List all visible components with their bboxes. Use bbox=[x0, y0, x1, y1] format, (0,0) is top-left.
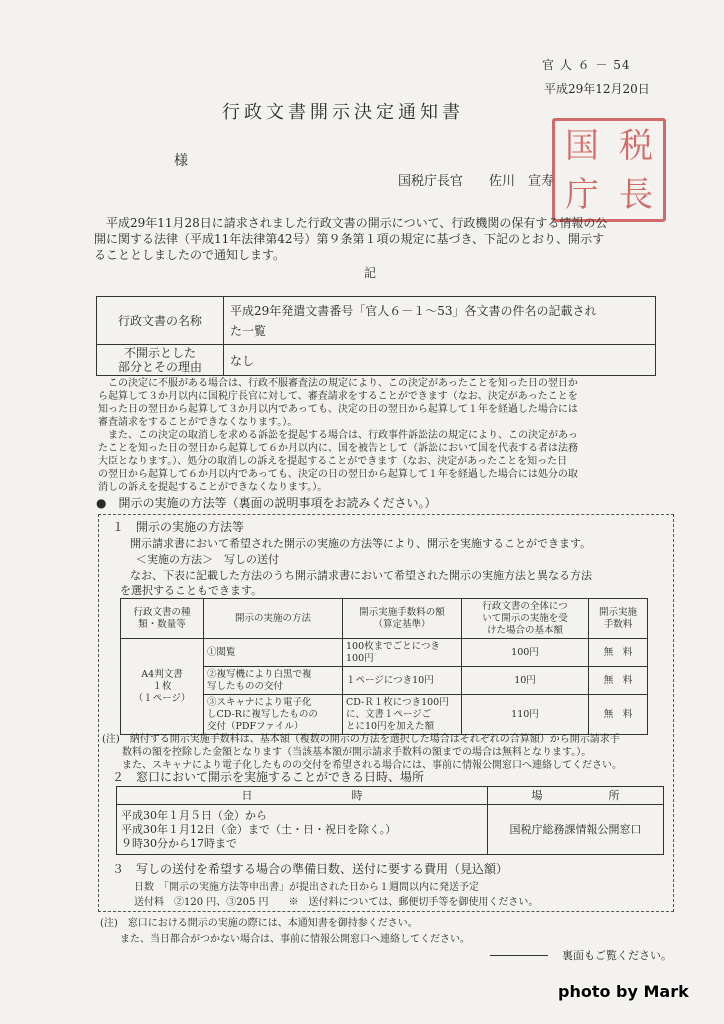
datetime-table bbox=[116, 786, 664, 855]
doc-name-line: た一覧 bbox=[230, 323, 267, 338]
appeal-line: この決定に不服がある場合は、行政不服審査法の規定により、この決定があったことを知った日の翌日か bbox=[98, 378, 578, 389]
note1-line: 数料の額を控除した金額となります（当該基本額が開示請求手数料の額までの場合は無料となります。）。 bbox=[102, 747, 592, 758]
basis-cell: １ページにつき10円 bbox=[343, 667, 462, 695]
doc-name-value bbox=[224, 297, 656, 345]
page-title: 行政文書開示決定通知書 bbox=[222, 102, 464, 123]
official-seal bbox=[552, 118, 666, 222]
ki-marker: 記 bbox=[364, 266, 377, 280]
base-cell: 110円 bbox=[462, 695, 589, 735]
fee-cell: 無 料 bbox=[589, 695, 648, 735]
seal-char: 庁 bbox=[565, 174, 599, 215]
note2-line: (注) 窓口における開示の実施の際には、本通知書を御持参ください。 bbox=[100, 918, 418, 929]
base-cell: 100円 bbox=[462, 639, 589, 667]
basis-cell: CD-Ｒ１枚につき100円 に、文書１ページご とに10円を加えた額 bbox=[343, 695, 462, 735]
base-cell: 10円 bbox=[462, 667, 589, 695]
table-row bbox=[121, 639, 648, 667]
place-value: 国税庁総務課情報公開窓口 bbox=[488, 805, 664, 855]
note1-line: (注) 納付する開示実施手数料は、基本額（複数の開示の方法を選択した場合はそれぞれの合算額）から開示請求手 bbox=[102, 734, 620, 745]
note1-line: また、スキャナにより電子化したものの交付を希望される場合には、事前に情報公開窓口へ連絡してください。 bbox=[102, 760, 622, 771]
intro-line: 開に関する法律（平成11年法律第42号）第９条第１項の規定に基づき、下記のとおり、開示す bbox=[94, 232, 605, 246]
appeal-line: 消しの訴えを提起することができなくなります。）。 bbox=[98, 482, 328, 493]
note2-line: また、当日都合がつかない場合は、事前に情報公開窓口へ連絡してください。 bbox=[100, 934, 470, 945]
section1-line: なお、下表に記載した方法のうち開示請求書において希望された開示の実施方法と異なる方法 bbox=[130, 569, 592, 582]
method-cell: ③スキャナにより電子化 しCD-Rに複写したものの 交付（PDFファイル） bbox=[204, 695, 343, 735]
document-number: 官 人 ６ － 54 bbox=[542, 58, 631, 72]
section2-title: ２ 窓口において開示を実施することができる日時、場所 bbox=[112, 770, 425, 784]
seal-char: 長 bbox=[619, 174, 653, 215]
section1-title: １ 開示の実施の方法等 bbox=[112, 520, 245, 534]
doc-kind-cell: A4判文書 １枚 （１ページ） bbox=[121, 639, 204, 735]
reason-label: 不開示とした 部分とその理由 bbox=[97, 345, 224, 376]
datetime-header: 日 時 bbox=[117, 787, 488, 805]
fee-header-fee: 開示実施 手数料 bbox=[589, 599, 648, 639]
photo-credit: photo by Mark bbox=[558, 982, 689, 1001]
see-back-note: 裏面もご覧ください。 bbox=[562, 949, 672, 962]
appeal-line: 大臣となります。）、処分の取消しの訴えを提起することができます（なお、決定があったことを知った日 bbox=[98, 456, 568, 467]
method-cell: ①閲覧 bbox=[204, 639, 343, 667]
appeal-line: ら起算して３か月以内に国税庁長官に対して、審査請求をすることができます（なお、決定があったことを bbox=[98, 391, 578, 402]
intro-line: ることとしましたので通知します。 bbox=[94, 248, 286, 262]
doc-name-line: 平成29年発遣文書番号「官人６－１～53」各文書の件名の記載され bbox=[230, 303, 597, 318]
shipping-days: 日数 「開示の実施方法等申出書」が提出された日から１週間以内に発送予定 bbox=[134, 882, 479, 893]
appeal-line: 審査請求をすることができなくなります。）。 bbox=[98, 417, 298, 428]
section1-line: 開示請求書において希望された開示の実施の方法等により、開示を実施することができます。 bbox=[130, 537, 592, 550]
issue-date: 平成29年12月20日 bbox=[544, 82, 650, 96]
appeal-line: の翌日から起算して６か月以内であっても、決定の日の翌日から起算して１年を経過した場合には処分の取 bbox=[98, 469, 578, 480]
fee-header-basis: 開示実施手数料の額 （算定基準） bbox=[343, 599, 462, 639]
fee-header-method: 開示の実施の方法 bbox=[204, 599, 343, 639]
fee-table bbox=[120, 598, 648, 735]
appeal-line: また、この決定の取消しを求める訴訟を提起する場合は、行政事件訴訟法の規定により、この決定があっ bbox=[98, 430, 578, 441]
fee-header-kind: 行政文書の種 類・数量等 bbox=[121, 599, 204, 639]
seal-char: 税 bbox=[619, 125, 653, 166]
seal-char: 国 bbox=[565, 125, 599, 166]
intro-line: 平成29年11月28日に請求されました行政文書の開示について、行政機関の保有する情報の公 bbox=[94, 216, 608, 230]
section3-title: ３ 写しの送付を希望する場合の準備日数、送付に要する費用（見込額） bbox=[112, 862, 509, 876]
section1-line: ＜実施の方法＞ 写しの送付 bbox=[136, 553, 279, 566]
fee-header-base: 行政文書の全体につ いて開示の実施を受 けた場合の基本額 bbox=[462, 599, 589, 639]
basis-cell: 100枚までごとにつき 100円 bbox=[343, 639, 462, 667]
fee-cell: 無 料 bbox=[589, 639, 648, 667]
method-cell: ②複写機により白黒で複 写したものの交付 bbox=[204, 667, 343, 695]
datetime-value: 平成30年１月５日（金）から 平成30年１月12日（金）まで（土・日・祝日を除く。） ９時30分から17時まで bbox=[117, 805, 488, 855]
summary-table bbox=[96, 296, 656, 376]
doc-name-label: 行政文書の名称 bbox=[97, 297, 224, 345]
appeal-line: たことを知った日の翌日から起算して６か月以内に、国を被告として（訴訟において国を代表する者は法務 bbox=[98, 443, 578, 454]
footer-rule bbox=[490, 955, 548, 956]
appeal-line: 知った日の翌日から起算して３か月以内であっても、決定の日の翌日から起算して１年を経過した場合には bbox=[98, 404, 578, 415]
shipping-fee: 送付料 ②120 円、③205 円 ※ 送付料については、郵便切手等を御使用ください。 bbox=[134, 897, 539, 908]
reason-value: なし bbox=[224, 345, 656, 376]
section1-line: を選択することもできます。 bbox=[120, 584, 263, 597]
fee-cell: 無 料 bbox=[589, 667, 648, 695]
place-header: 場 所 bbox=[488, 787, 664, 805]
method-heading: ● 開示の実施の方法等（裏面の説明事項をお読みください。） bbox=[96, 496, 437, 510]
sender: 国税庁長官 佐川 宣寿 bbox=[398, 174, 555, 189]
addressee: 様 bbox=[174, 153, 188, 169]
